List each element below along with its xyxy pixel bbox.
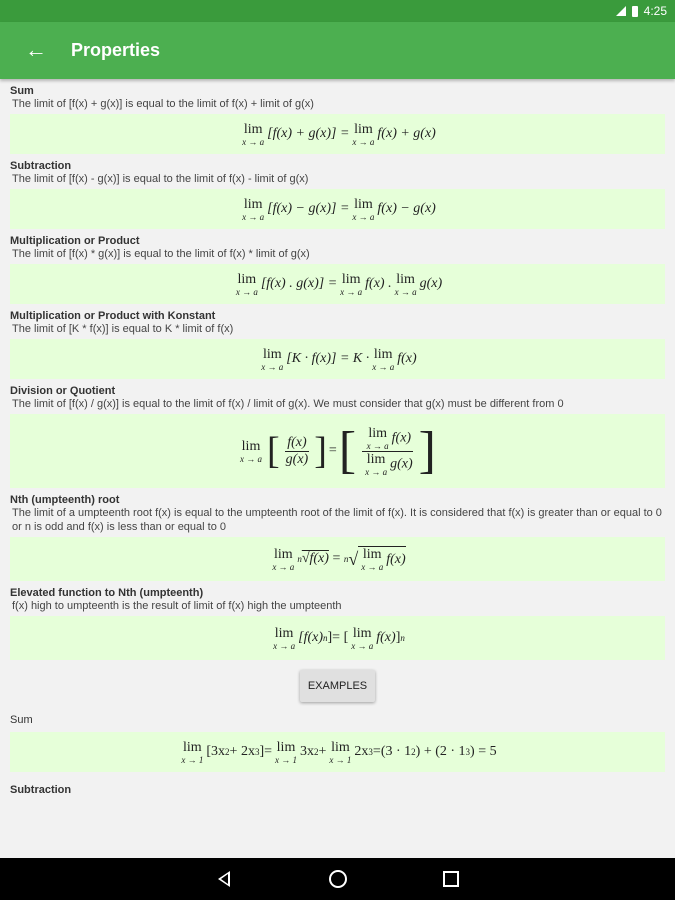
example-title: Subtraction [10,784,72,796]
example-subtraction [0,784,675,796]
section-division [0,385,675,488]
page-title: Properties [71,40,161,60]
status-bar [0,0,675,22]
section-power [0,587,675,660]
nav-back-icon[interactable] [218,871,230,887]
nav-bar [0,858,675,900]
content-scroll[interactable] [0,79,675,858]
formula-box: lim x → a [f(x) . g(x)] = lim x → a f(x) . lim x → a g(x) [10,264,665,304]
battery-icon [632,6,638,17]
formula-box: lim x → a [f(x) n ]= [ lim x → a f(x) ] n [10,616,665,660]
section-title: Sum [10,85,34,97]
section-desc: The limit of [f(x) + g(x)] is equal to the limit of f(x) + limit of g(x) [12,98,314,110]
section-title: Elevated function to Nth (umpteenth) [10,587,204,599]
section-title: Multiplication or Product [10,235,140,247]
section-desc: f(x) high to umpteenth is the result of limit of f(x) high the umpteenth [12,600,342,612]
formula-box: lim x → a [f(x) − g(x)] = lim x → a f(x) − g(x) [10,189,665,229]
section-desc: The limit of [f(x) * g(x)] is equal to the limit of f(x) * limit of g(x) [12,248,310,260]
nav-home-icon[interactable] [329,870,347,888]
formula-box: lim x → a [f(x) + g(x)] = lim x → a f(x) + g(x) [10,114,665,154]
formula-box: lim x → a [K · f(x)] = K · lim x → a f(x) [10,339,665,379]
signal-icon [616,6,626,16]
back-arrow-icon[interactable]: ← [25,37,47,62]
formula-box: lim x → a n √f(x) = n √ lim x → a f(x) [10,537,665,581]
section-konstant [0,310,675,379]
example-title: Sum [10,714,33,726]
formula-box: lim x → a [ $\frac{f(x)}{g(x)}$ ] = [ lim x → a f(x) lim x → a g(x) ] [10,414,665,488]
section-sum [0,85,675,154]
section-title: Multiplication or Product with Konstant [10,310,216,322]
section-title: Division or Quotient [10,385,116,397]
section-desc: The limit of [f(x) - g(x)] is equal to the limit of f(x) - limit of g(x) [12,173,309,185]
section-title: Nth (umpteenth) root [10,494,120,506]
section-root [0,494,675,581]
section-desc: The limit of a umpteenth root f(x) is equal to the umpteenth root of the limit of f(x). It is considered that f(x) is greater than or equal to 0 or n is odd and f(x) is less than or equal to 0 [12,507,662,533]
app-bar [0,22,675,79]
section-subtraction [0,160,675,229]
nav-recents-icon[interactable] [443,871,459,887]
section-multiplication [0,235,675,304]
section-desc: The limit of [f(x) / g(x)] is equal to the limit of f(x) / limit of g(x). We must consider that g(x) must be different from 0 [12,398,564,410]
formula-box: lim x → 1 [3x 2 + 2x 3 ]= lim x → 1 3x 2 + lim x → 1 2x 3 =(3 · 1 2 ) + (2 · 1 3 ) = 5 [10,732,665,772]
section-title: Subtraction [10,160,72,172]
examples-button[interactable]: EXAMPLES [300,670,375,702]
status-time: 4:25 [643,4,667,18]
example-sum [0,714,675,772]
section-desc: The limit of [K * f(x)] is equal to K * limit of f(x) [12,323,234,335]
